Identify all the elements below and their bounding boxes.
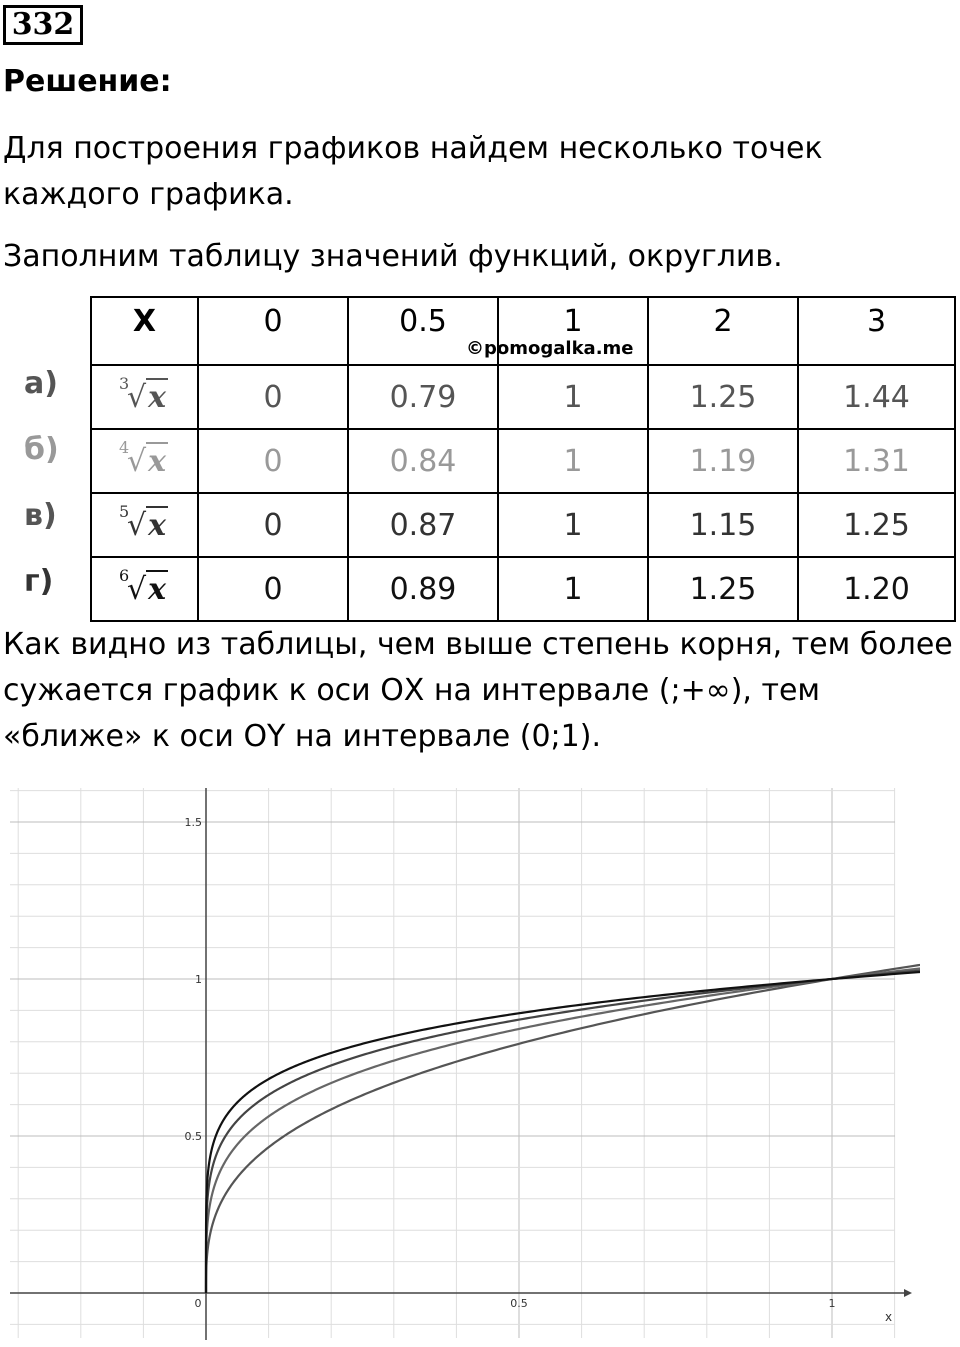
paragraph-intro: Для построения графиков найдем несколько точек каждого графика.	[3, 131, 823, 212]
table-row	[91, 493, 955, 557]
y-tick-label: 0.5	[184, 1130, 202, 1143]
row-label: б)	[24, 432, 59, 467]
table-header-cell: 3	[798, 297, 955, 365]
table-cell: 1	[498, 557, 648, 621]
row-label: в)	[24, 498, 57, 533]
table-cell: 1.25	[798, 493, 955, 557]
table-cell: 1.25	[648, 557, 798, 621]
table-cell: 1.25	[648, 365, 798, 429]
row-label: г)	[24, 564, 54, 599]
x-axis-label: x	[885, 1310, 893, 1324]
root-curve-6	[206, 935, 920, 1293]
root-curve-3	[206, 885, 920, 1293]
table-cell: 1.19	[648, 429, 798, 493]
function-graph	[0, 778, 920, 1344]
table-header-cell: 0.5	[348, 297, 498, 365]
table-cell: 0.79	[348, 365, 498, 429]
row-label: а)	[24, 366, 58, 401]
table-cell: 1	[498, 429, 648, 493]
function-cell: 6 √x	[91, 557, 198, 621]
table-cell: 0.87	[348, 493, 498, 557]
paragraph-conclusion: Как видно из таблицы, чем выше степень корня, тем более сужается график к оси ОХ на интервале (;+∞), тем «ближе» к оси ОY на интервале (0;1).	[3, 627, 953, 754]
table-row	[91, 365, 955, 429]
watermark: ©pomogalka.me	[466, 338, 634, 359]
table-cell: 1.15	[648, 493, 798, 557]
table-cell: 1	[498, 365, 648, 429]
function-cell: 5 √x	[91, 493, 198, 557]
solution-heading: Решение:	[3, 64, 172, 99]
table-cell: 0	[198, 557, 348, 621]
table-header-cell: 2	[648, 297, 798, 365]
x-tick-label: 1	[828, 1297, 836, 1310]
table-cell: 1	[498, 493, 648, 557]
table-cell: 0	[198, 365, 348, 429]
table-row	[91, 557, 955, 621]
table-header-cell: 0	[198, 297, 348, 365]
table-cell: 0	[198, 429, 348, 493]
paragraph-table-intro: Заполним таблицу значений функций, округлив.	[3, 239, 783, 274]
function-cell: 4 √x	[91, 429, 198, 493]
table-cell: 0.84	[348, 429, 498, 493]
problem-number: 332	[3, 5, 83, 45]
table-cell: 1.20	[798, 557, 955, 621]
table-row	[91, 429, 955, 493]
y-tick-label: 1.5	[184, 816, 202, 829]
y-tick-label: 1	[195, 973, 202, 986]
function-cell: 3 √x	[91, 365, 198, 429]
table-cell: 0.89	[348, 557, 498, 621]
x-axis-arrow	[904, 1289, 912, 1297]
x-tick-label: 0	[194, 1297, 202, 1310]
root-curve-4	[206, 911, 920, 1293]
table-header-cell: 1	[498, 297, 648, 365]
table-cell: 1.31	[798, 429, 955, 493]
table-cell: 1.44	[798, 365, 955, 429]
table-cell: 0	[198, 493, 348, 557]
table-header-cell: X	[91, 297, 198, 365]
x-tick-label: 0.5	[510, 1297, 528, 1310]
